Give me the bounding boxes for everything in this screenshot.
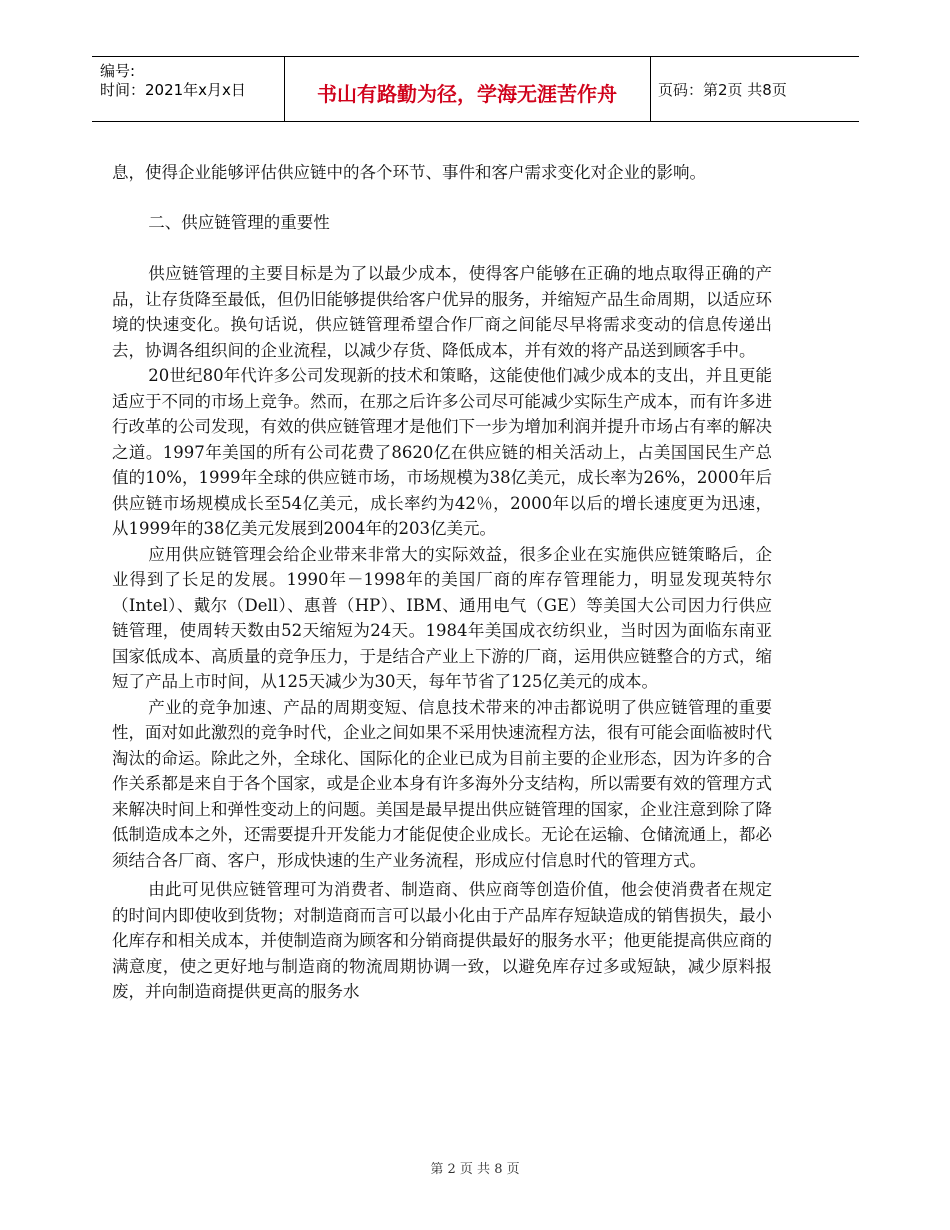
header-divider	[650, 56, 651, 122]
doc-time-label: 时间：2021年x月x日	[100, 81, 246, 99]
paragraph: 20世纪80年代许多公司发现新的技术和策略，这能使他们减少成本的支出，并且更能适应于不同的市场上竞争。然而，在那之后许多公司尽可能减少实际生产成本，而有许多进行改革的公司发现，有效的供应链管理才是他们下一步为增加利润并提升市场占有率的解决之道。1997年美国的所有公司花费了8620亿在供应链的相关活动上，占美国国民生产总值的10%，1999年全球的供应链市场，市场规模为38亿美元，成长率为26%，2000年后供应链市场规模成长至54亿美元，成长率约为42％，2000年以后的增长速度更为迅速，从1999年的38亿美元发展到2004年的203亿美元。	[112, 366, 772, 538]
header-top-rule	[92, 56, 859, 57]
header-bottom-rule	[92, 121, 859, 122]
header-motto: 书山有路勤为径，学海无涯苦作舟	[317, 82, 617, 106]
paragraph: 由此可见供应链管理可为消费者、制造商、供应商等创造价值，他会使消费者在规定的时间内即使收到货物；对制造商而言可以最小化由于产品库存短缺造成的销售损失，最小化库存和相关成本，并使制造商为顾客和分销商提供最好的服务水平；他更能提高供应商的满意度，使之更好地与制造商的物流周期协调一致，以避免库存过多或短缺，减少原料报废，并向制造商提供更高的服务水	[112, 880, 772, 1001]
section-title: 二、供应链管理的重要性	[148, 212, 330, 232]
document-body	[112, 160, 772, 1005]
paragraph: 供应链管理的主要目标是为了以最少成本，使得客户能够在正确的地点取得正确的产品，让存货降至最低，但仍旧能够提供给客户优异的服务，并缩短产品生命周期，以适应环境的快速变化。换句话说，供应链管理希望合作厂商之间能尽早将需求变动的信息传递出去，协调各组织间的企业流程，以减少存货、降低成本，并有效的将产品送到顾客手中。	[112, 264, 772, 360]
page-footer: 第 2 页 共 8 页	[430, 1162, 520, 1177]
paragraph: 产业的竞争加速、产品的周期变短、信息技术带来的冲击都说明了供应链管理的重要性，面对如此激烈的竞争时代，企业之间如果不采用快速流程方法，很有可能会面临被时代淘汰的命运。除此之外，全球化、国际化的企业已成为目前主要的企业形态，因为许多的合作关系都是来自于各个国家，或是企业本身有许多海外分支结构，所以需要有效的管理方式来解决时间上和弹性变动上的问题。美国是最早提出供应链管理的国家，企业注意到除了降低制造成本之外，还需要提升开发能力才能促使企业成长。无论在运输、仓储流通上，都必须结合各厂商、客户，形成快速的生产业务流程，形成应付信息时代的管理方式。	[112, 697, 772, 870]
paragraph: 应用供应链管理会给企业带来非常大的实际效益，很多企业在实施供应链策略后，企业得到了长足的发展。1990年－1998年的美国厂商的库存管理能力，明显发现英特尔（Intel）、戴尔（Dell）、惠普（HP）、IBM、通用电气（GE）等美国大公司因力行供应链管理，使周转天数由52天缩短为24天。1984年美国成衣纺织业，当时因为面临东南亚国家低成本、高质量的竞争压力，于是结合产业上下游的厂商，运用供应链整合的方式，缩短了产品上市时间，从125天减少为30天，每年节省了125亿美元的成本。	[112, 544, 772, 691]
paragraph: 息，使得企业能够评估供应链中的各个环节、事件和客户需求变化对企业的影响。	[112, 163, 706, 182]
header-page-number: 页码：第2页 共8页	[658, 81, 787, 99]
doc-number-label: 编号:	[100, 62, 136, 80]
